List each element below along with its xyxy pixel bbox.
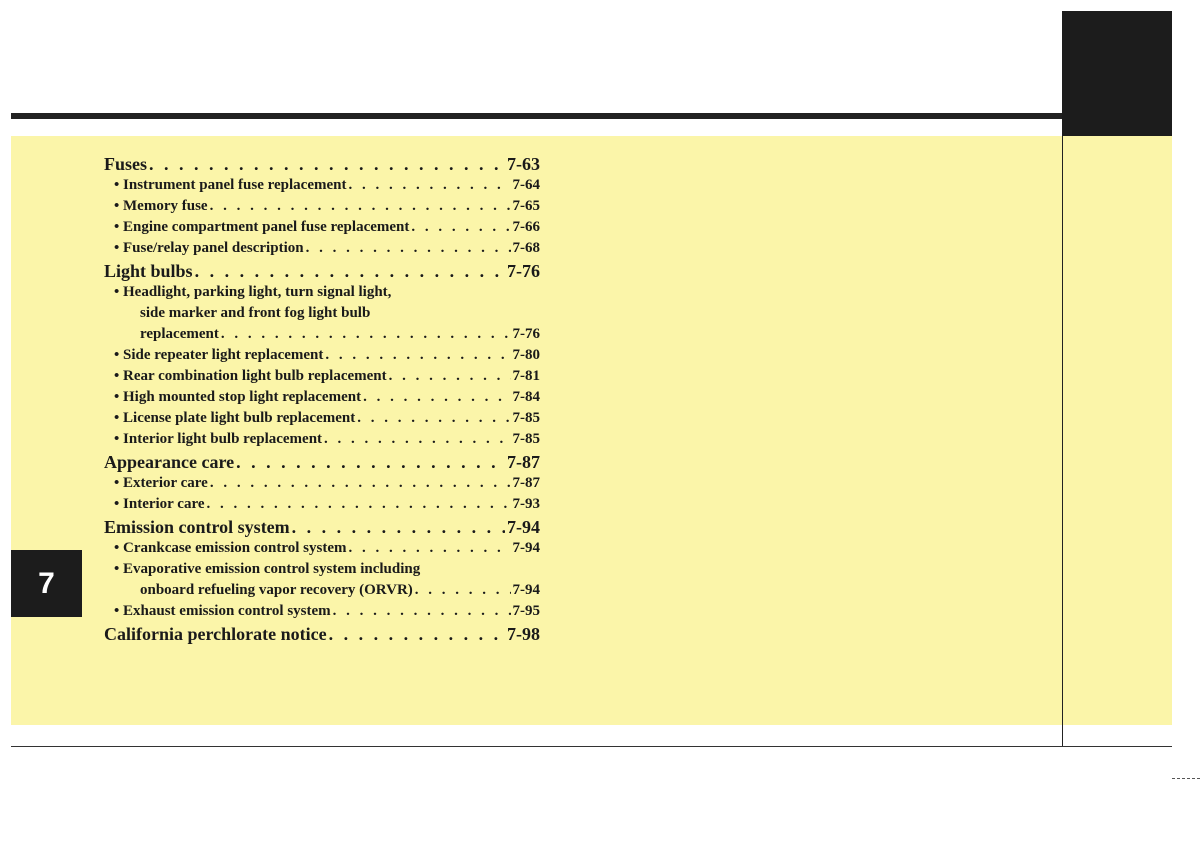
toc-entry-interior-care[interactable]: • Interior care . . . 7-93 (104, 496, 540, 517)
toc-entry-fuse-relay-description[interactable]: • Fuse/relay panel description . . . 7-68 (104, 240, 540, 261)
crop-mark (1172, 778, 1200, 779)
toc-entry-california-perchlorate[interactable]: California perchlorate notice . . . 7-98 (104, 624, 540, 647)
toc-entry-emission-control[interactable]: Emission control system . . . 7-94 (104, 517, 540, 540)
corner-tab-block (1062, 11, 1172, 136)
toc-entry-evaporative-line2[interactable]: onboard refueling vapor recovery (ORVR) . . . 7-94 (104, 582, 540, 603)
toc-entry-memory-fuse[interactable]: • Memory fuse . . . 7-65 (104, 198, 540, 219)
margin-rule (1062, 136, 1063, 746)
footer-rule (11, 746, 1172, 747)
toc-entry-evaporative-line1[interactable]: • Evaporative emission control system including (104, 561, 540, 582)
toc-entry-exhaust[interactable]: • Exhaust emission control system . . . 7-95 (104, 603, 540, 624)
toc-entry-headlight-line1[interactable]: • Headlight, parking light, turn signal light, (104, 284, 540, 305)
toc-entry-headlight-line2[interactable]: side marker and front fog light bulb (140, 305, 371, 321)
toc-entry-high-mounted-stop[interactable]: • High mounted stop light replacement . . . 7-84 (104, 389, 540, 410)
toc-entry-side-repeater[interactable]: • Side repeater light replacement . . . 7-80 (104, 347, 540, 368)
toc-entry-light-bulbs[interactable]: Light bulbs . . . 7-76 (104, 261, 540, 284)
toc-entry-engine-compartment-fuse[interactable]: • Engine compartment panel fuse replacement . . . 7-66 (104, 219, 540, 240)
header-rule (11, 113, 1062, 119)
toc-entry-interior-light[interactable]: • Interior light bulb replacement . . . 7-85 (104, 431, 540, 452)
chapter-tab: 7 (11, 550, 82, 617)
toc-entry-instrument-panel-fuse[interactable]: • Instrument panel fuse replacement . . . 7-64 (104, 177, 540, 198)
toc-entry-license-plate[interactable]: • License plate light bulb replacement . . . 7-85 (104, 410, 540, 431)
toc-entry-rear-combination[interactable]: • Rear combination light bulb replacement . . . 7-81 (104, 368, 540, 389)
toc-entry-exterior-care[interactable]: • Exterior care . . . 7-87 (104, 475, 540, 496)
toc-entry-headlight-line3[interactable]: replacement . . . 7-76 (104, 326, 540, 347)
toc-entry-appearance-care[interactable]: Appearance care . . . 7-87 (104, 452, 540, 475)
toc-entry-crankcase[interactable]: • Crankcase emission control system . . . 7-94 (104, 540, 540, 561)
table-of-contents (104, 154, 540, 647)
toc-entry-fuses[interactable]: Fuses . . . 7-63 (104, 154, 540, 177)
